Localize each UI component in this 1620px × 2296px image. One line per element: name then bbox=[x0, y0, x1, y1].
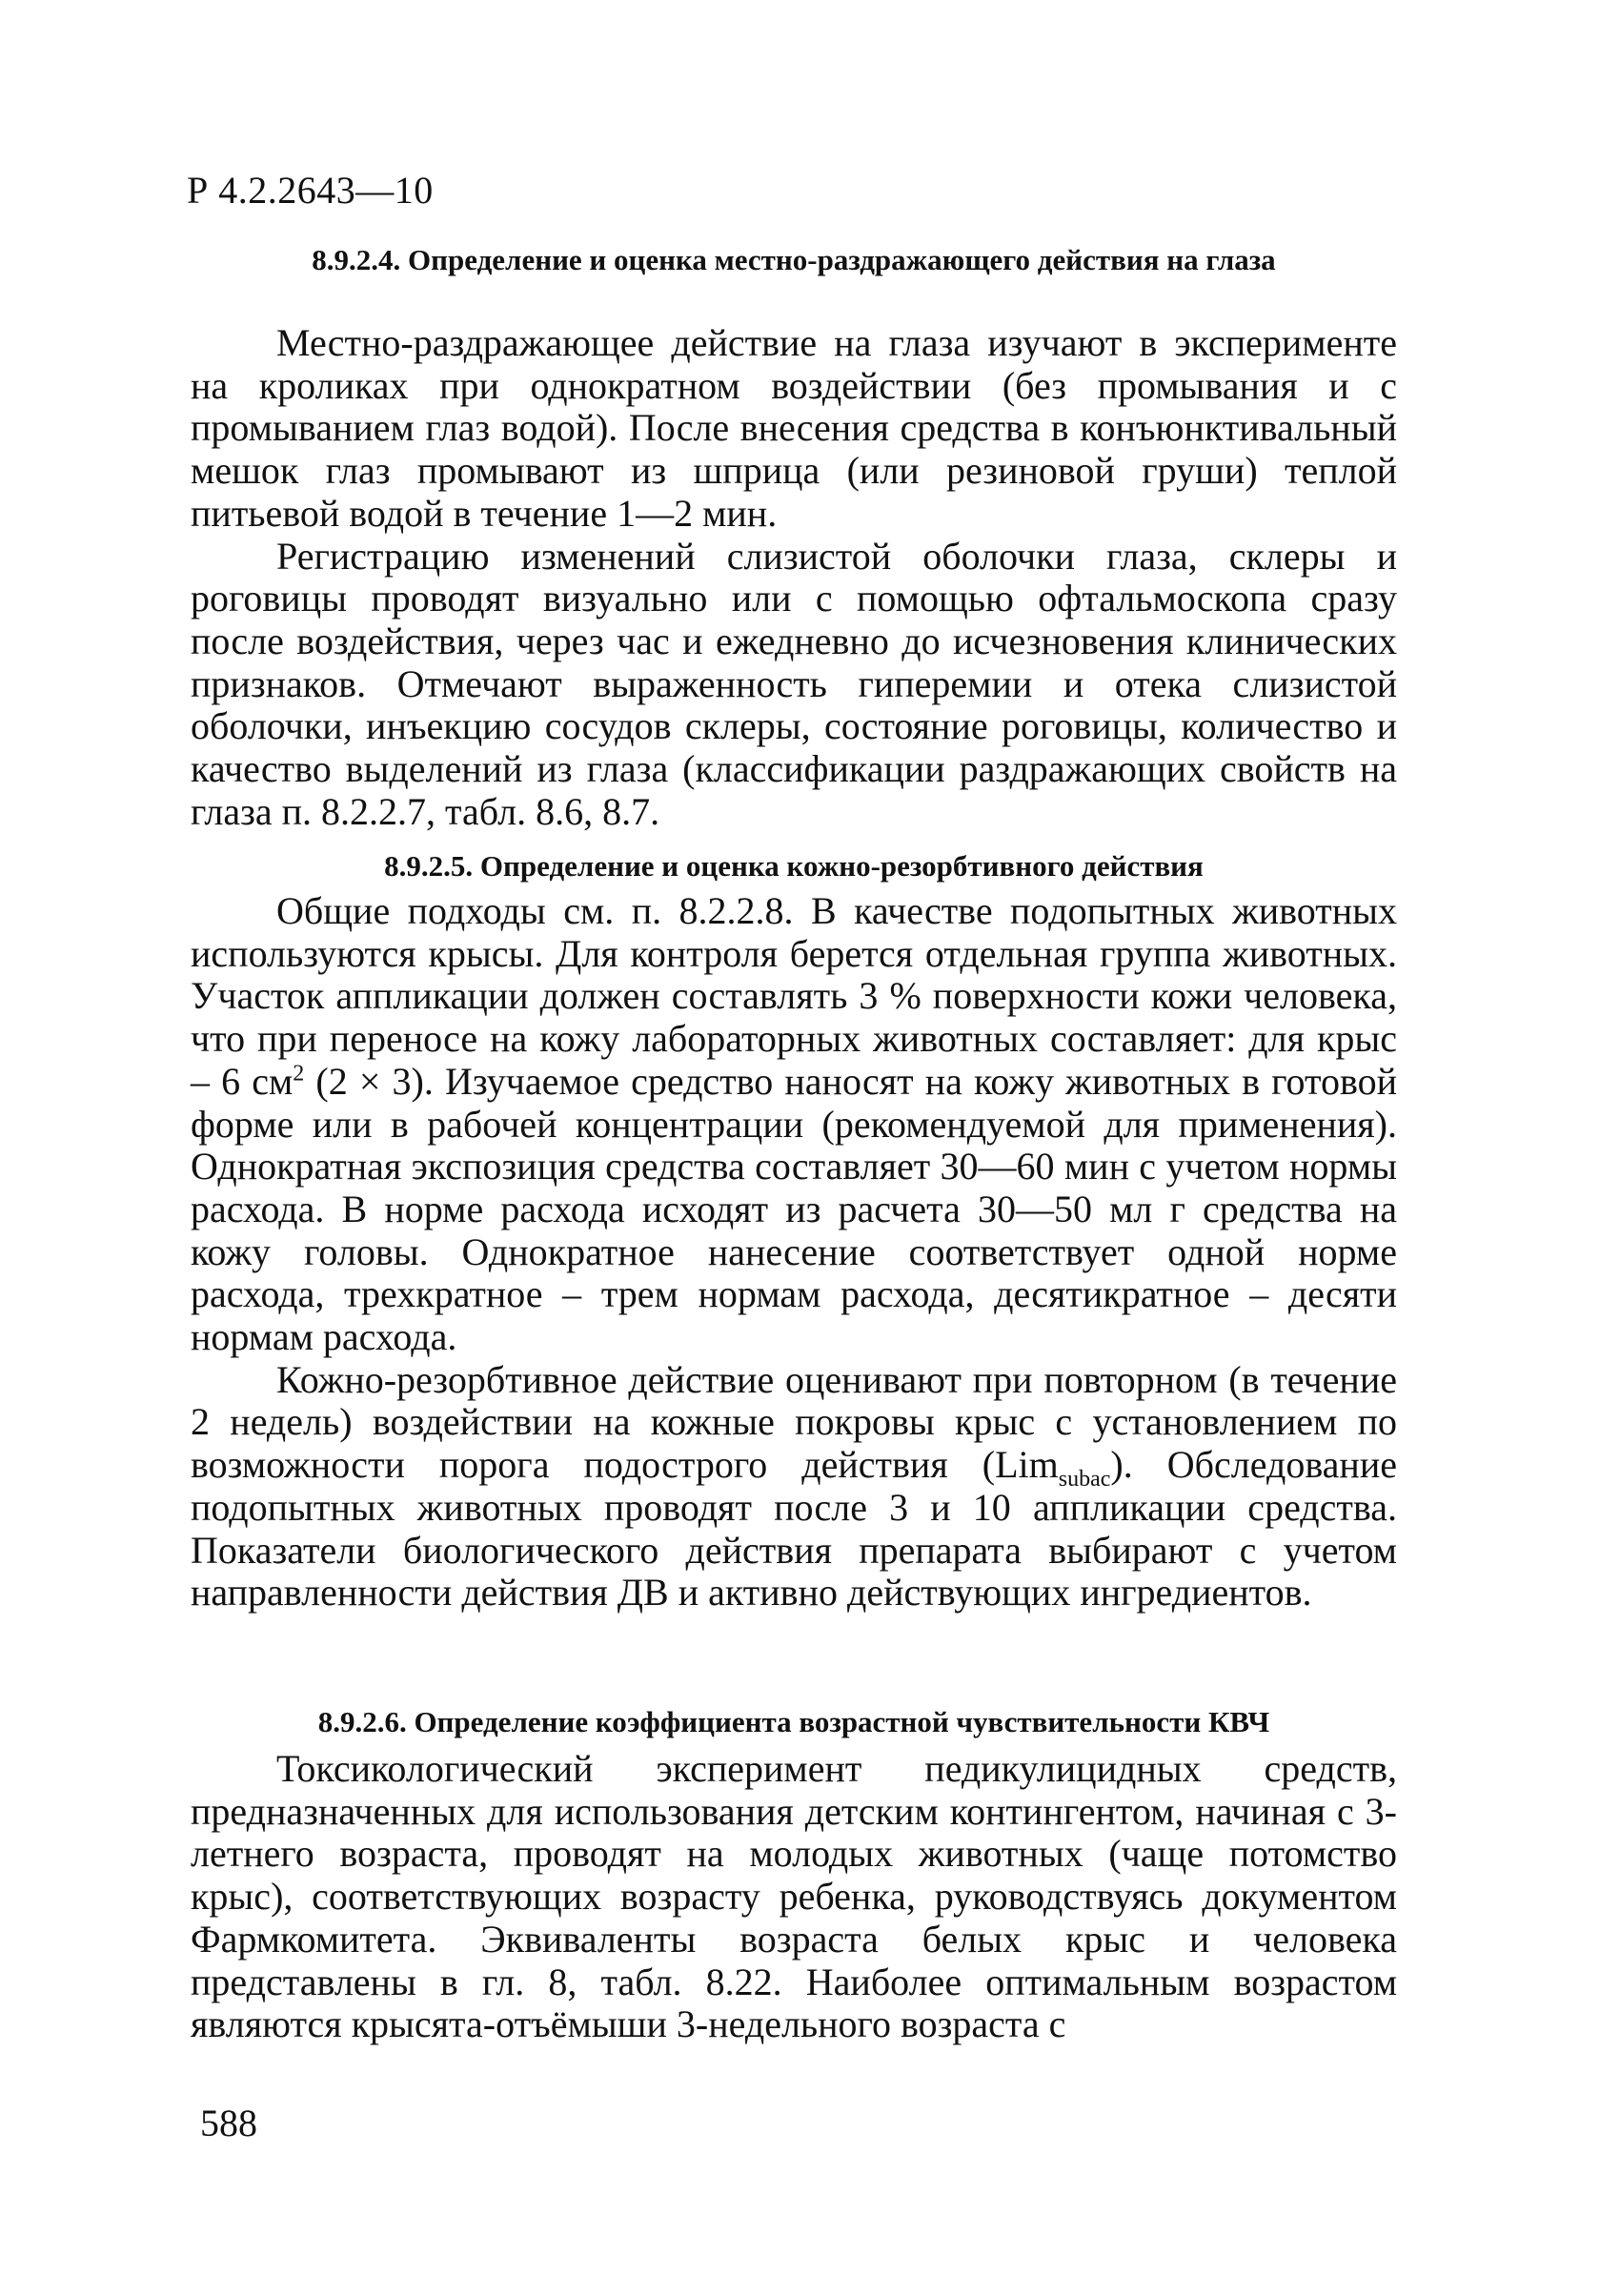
section-body-8-9-2-6 bbox=[191, 1748, 1397, 2046]
paragraph: Местно-раздражающее действие на глаза изучают в эксперименте на кроликах при однократном воздействии (без промывания и с промыванием глаз водой). После внесения средства в конъюнктивальный мешок глаз промывают из шприца (или резиновой груши) теплой питьевой водой в течение 1—2 мин. bbox=[191, 321, 1397, 535]
paragraph-text: Кожно-резорбтивное действие оценивают при повторном (в течение 2 недель) воздействии на кожные покровы крыс с установлением по возможности порога подострого действия (Lim bbox=[191, 1357, 1397, 1487]
superscript: 2 bbox=[293, 1061, 305, 1087]
section-heading-8-9-2-6: 8.9.2.6. Определение коэффициента возрастной чувствительности КВЧ bbox=[317, 1705, 1270, 1738]
paragraph bbox=[191, 1359, 1397, 1615]
paragraph: Токсикологический эксперимент педикулицидных средств, предназначенных для использования детским контингентом, начиная с 3-летнего возраста, проводят на молодых животных (чаще потомство крыс), соответствующих возрасту ребенка, руководствуясь документом Фармкомитета. Эквиваленты возраста белых крыс и человека представлены в гл. 8, табл. 8.22. Наиболее оптимальным возрастом являются крысята-отъёмыши 3-недельного возраста с bbox=[191, 1747, 1397, 2046]
page-number: 588 bbox=[200, 2102, 257, 2144]
section-heading-8-9-2-5: 8.9.2.5. Определение и оценка кожно-резорбтивного действия bbox=[384, 849, 1204, 883]
paragraph bbox=[191, 890, 1397, 1359]
section-body-8-9-2-4 bbox=[191, 322, 1397, 833]
section-body-8-9-2-5 bbox=[191, 890, 1397, 1615]
document-code: Р 4.2.2643—10 bbox=[187, 169, 434, 212]
paragraph-text: Общие подходы см. п. 8.2.2.8. В качестве подопытных животных используются крысы. Для контроля берется отдельная группа животных. Участок аппликации должен составлять 3 % поверхности кожи человека, что при переносе на кожу лабораторных животных составляет: для крыс – 6 см bbox=[191, 889, 1397, 1103]
paragraph-text: (2 × 3). Изучаемое средство наносят на кожу животных в готовой форме или в рабочей концентрации (рекомендуемой для применения). Однократная экспозиция средства составляет 30—60 мин с учетом нормы расхода. В норме расхода исходят из расчета 30—50 мл г средства на кожу головы. Однократное нанесение соответствует одной норме расхода, трехкратное – трем нормам расхода, десятикратное – десяти нормам расхода. bbox=[191, 1059, 1397, 1359]
paragraph: Регистрацию изменений слизистой оболочки глаза, склеры и роговицы проводят визуально или с помощью офтальмоскопа сразу после воздействия, через час и ежедневно до исчезновения клинических признаков. Отмечают выраженность гиперемии и отека слизистой оболочки, инъекцию сосудов склеры, состояние роговицы, количество и качество выделений из глаза (классификации раздражающих свойств на глаза п. 8.2.2.7, табл. 8.6, 8.7. bbox=[191, 534, 1397, 833]
subscript: subac bbox=[1058, 1467, 1111, 1493]
section-heading-8-9-2-4: 8.9.2.4. Определение и оценка местно-раздражающего действия на глаза bbox=[312, 243, 1276, 276]
paragraph-text: ). Обследование подопытных животных проводят после 3 и 10 аппликации средства. Показатели биологического действия препарата выбирают с учетом направленности действия ДВ и активно действующих ингредиентов. bbox=[191, 1443, 1398, 1615]
